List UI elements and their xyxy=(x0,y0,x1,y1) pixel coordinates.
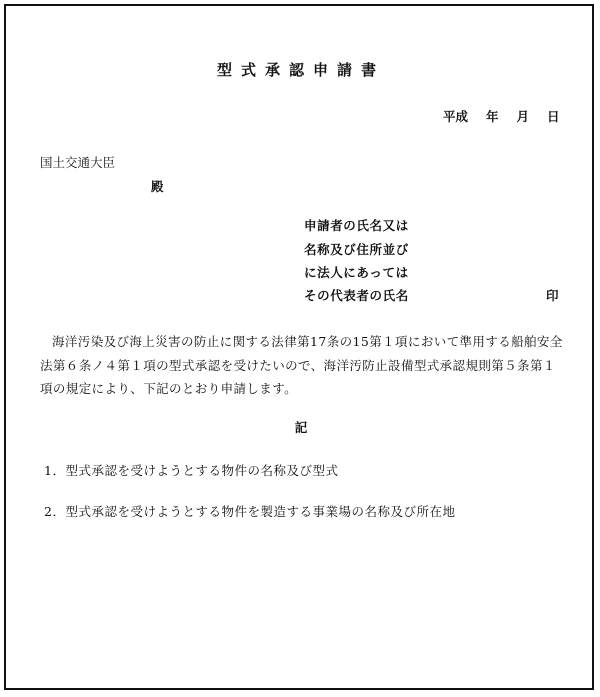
date-month-label: 月 xyxy=(516,109,530,124)
date-era: 平成 xyxy=(443,109,469,124)
applicant-line-4: その代表者の氏名 xyxy=(304,288,409,303)
applicant-line-1: 申請者の氏名又は xyxy=(304,218,409,233)
addressee: 国土交通大臣 xyxy=(40,155,116,170)
list-item-1: 1．型式承認を受けようとする物件の名称及び型式 xyxy=(44,463,339,478)
document-title: 型式承認申請書 xyxy=(216,61,385,79)
applicant-line-3: に法人にあっては xyxy=(304,265,409,280)
ki-heading: 記 xyxy=(294,420,308,435)
seal-mark: 印 xyxy=(546,288,559,303)
honorific: 殿 xyxy=(151,179,164,194)
date-line xyxy=(443,109,560,125)
applicant-line-2: 名称及び住所並び xyxy=(304,242,409,257)
body-paragraph: 海洋汚染及び海上災害の防止に関する法律第17条の15第１項において準用する船舶安全法第６条ノ４第１項の型式承認を受けたいので、海洋汚防止設備型式承認規則第５条第１項の規定により、下記のとおり申請します。 xyxy=(40,334,563,396)
date-year-label: 年 xyxy=(486,109,499,124)
list-item-2: 2．型式承認を受けようとする物件を製造する事業場の名称及び所在地 xyxy=(44,504,456,519)
date-day-label: 日 xyxy=(547,109,560,124)
document-page xyxy=(4,4,594,690)
